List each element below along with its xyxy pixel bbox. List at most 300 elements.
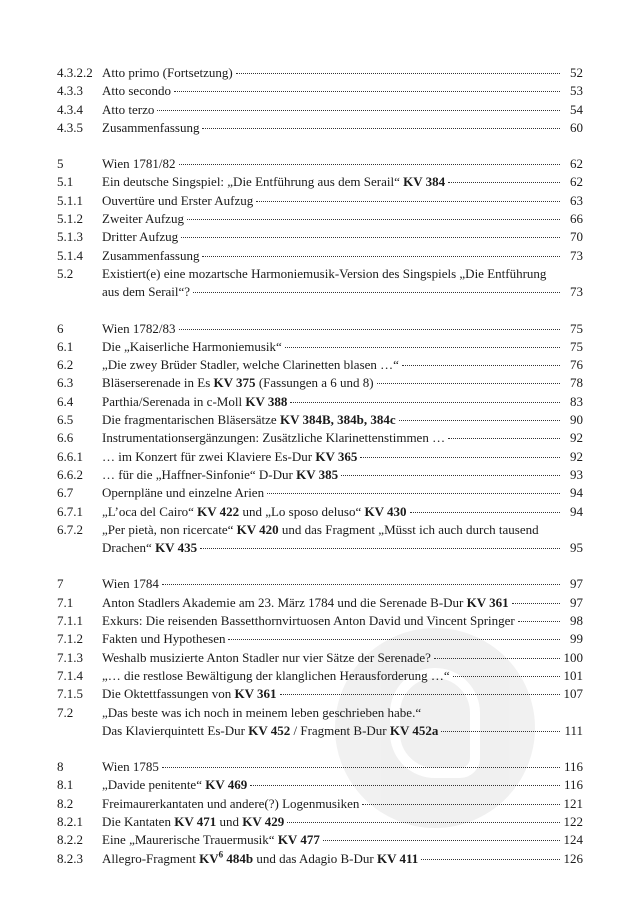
toc-title-part: Atto terzo [102,101,155,117]
toc-entry-body [102,192,583,210]
toc-title-part: KV 375 [213,375,256,391]
dot-leader [290,402,560,403]
toc-page-number: 97 [570,594,583,610]
toc-entry [57,429,583,447]
toc-entry-title [102,448,357,466]
toc-title-part: Ouvertüre und Erster Aufzug [102,192,254,208]
toc-title-part: KV [199,850,219,866]
toc-page-number: 98 [570,613,583,629]
dot-leader [448,182,560,183]
toc-entry-number: 7.1.2 [57,631,83,647]
toc-entry-body [102,320,583,338]
toc-entry-number: 5.1 [57,174,74,190]
toc-title-part: Eine „Maurerische Trauermusik“ [102,832,278,848]
toc-page-number: 60 [570,119,583,135]
toc-entry-body [102,484,583,502]
toc-page-number: 100 [563,649,583,665]
toc-page-number: 107 [563,686,583,702]
toc-page-number: 62 [570,156,583,172]
toc-section [57,320,583,558]
toc-entry-body [102,247,583,265]
toc-entry-title [102,210,184,228]
toc-title-part: Opernpläne und einzelne Arien [102,485,265,501]
toc-entry-title [102,612,515,630]
toc-entry-body [102,448,583,466]
toc-entry-title [102,503,407,521]
toc-entry-body [102,411,583,429]
toc-entry-number: 8 [57,759,64,775]
toc-entry-title [102,101,154,119]
toc-entry-title [102,173,445,191]
toc-title-part: Exkurs: Die reisenden Bassetthornvirtuosen Anton David und Vincent Springer [102,613,515,629]
dot-leader [280,694,560,695]
toc-title-part: KV 365 [315,448,358,464]
toc-entry-title [102,283,190,301]
dot-leader [399,420,560,421]
dot-leader [236,73,560,74]
toc-title-part: KV 385 [296,466,339,482]
toc-title-part: Anton Stadlers Akademie am 23. März 1784 und die Serenade B-Dur [102,594,467,610]
toc-title-part: Zusammenfassung [102,119,200,135]
toc-title-part: und das Fragment „Müsst ich auch durch tausend [278,521,539,537]
toc-entry-title [102,722,438,740]
toc-entry-title [102,411,396,429]
toc-entry [57,173,583,191]
toc-entry-number: 4.3.3 [57,83,83,99]
toc-entry [57,247,583,265]
toc-entry-title-line: Existiert(e) eine mozartsche Harmoniemusik-Version des Singspiels „Die Entführung [102,265,547,281]
dot-leader [202,128,560,129]
toc-title-part: Atto secondo [102,83,171,99]
toc-title-part: Ein deutsche Singspiel: „Die Entführung aus dem Serail“ [102,174,404,190]
toc-entry [57,575,583,593]
dot-leader [512,603,560,604]
toc-entry-title [102,484,264,502]
toc-title-part: 6 [218,849,224,860]
dot-leader [441,731,560,732]
toc-entry-title [102,320,176,338]
toc-entry-body [102,119,583,137]
toc-entry-title [102,850,418,868]
toc-entry-body [102,82,583,100]
toc-entry-body [102,795,583,813]
toc-section [57,155,583,301]
toc-title-part: … für die „Haffner-Sinfonie“ D-Dur [102,466,297,482]
toc-entry-number: 7.1.4 [57,667,83,683]
toc-entry [57,356,583,374]
toc-page-number: 78 [570,375,583,391]
toc-entry [57,776,583,794]
toc-entry-number: 6.4 [57,393,74,409]
toc-page-number: 121 [563,795,583,811]
toc-entry-title [102,758,159,776]
toc-entry [57,228,583,246]
toc-entry-body [102,704,583,741]
toc-title-part: Zusammenfassung [102,247,200,263]
toc-entry-number: 6.7 [57,485,74,501]
toc-entry-number: 6.7.2 [57,521,83,537]
dot-leader [410,512,561,513]
toc-title-part: Atto primo (Fortsetzung) [102,65,233,80]
toc-page-number: 93 [570,466,583,482]
toc-entry [57,503,583,521]
toc-title-part: KV 429 [242,813,285,829]
dot-leader [377,383,560,384]
toc-page-number: 63 [570,192,583,208]
dot-leader [193,292,560,293]
toc-page-number: 116 [563,759,583,775]
toc-entry-title [102,393,287,411]
toc-entry-number: 6.6.1 [57,448,83,464]
dot-leader [434,658,560,659]
toc-entry-title [102,649,431,667]
toc-entry [57,155,583,173]
toc-page-number: 94 [570,503,583,519]
dot-leader [362,804,560,805]
toc-entry-number: 6.1 [57,338,74,354]
dot-leader [187,219,560,220]
toc-page-number: 83 [570,393,583,409]
toc-entry-number: 4.3.5 [57,119,83,135]
toc-title-part: Wien 1781/82 [102,156,176,172]
toc-entry [57,630,583,648]
toc-page-number: 92 [570,448,583,464]
toc-entry-title [102,575,159,593]
toc-entry-number: 8.2.1 [57,813,83,829]
toc-title-part: Parthia/Serenada in c-Moll [102,393,246,409]
toc-entry-title-line: „Das beste was ich noch in meinem leben geschrieben habe.“ [102,704,422,720]
toc-page-number: 116 [563,777,583,793]
toc-entry-number: 8.2.2 [57,832,83,848]
toc-entry-title [102,685,277,703]
toc-page-number: 126 [563,850,583,866]
toc-entry-title [102,795,359,813]
toc-entry-number: 6.3 [57,375,74,391]
toc-title-part: „L’oca del Cairo“ [102,503,198,519]
dot-leader [228,639,560,640]
toc-entry-number: 5 [57,156,64,172]
toc-page-number: 94 [570,485,583,501]
toc-title-part: … im Konzert für zwei Klaviere Es-Dur [102,448,316,464]
toc-entry [57,265,583,302]
toc-title-part: Dritter Aufzug [102,229,179,245]
toc-entry-title [102,813,284,831]
toc-entry [57,813,583,831]
toc-entry-number: 7.1.1 [57,613,83,629]
toc-entry-body [102,831,583,849]
toc-entry [57,101,583,119]
toc-entry [57,210,583,228]
toc-entry [57,64,583,82]
toc-entry [57,758,583,776]
toc-entry [57,393,583,411]
toc-entry [57,850,583,868]
toc-title-part: Wien 1784 [102,576,159,592]
toc-entry [57,594,583,612]
toc-entry-number: 5.1.4 [57,247,83,263]
toc-page-number: 73 [570,247,583,263]
toc-title-part: KV 435 [155,540,198,556]
toc-entry-body [102,101,583,119]
toc-page-number: 101 [563,667,583,683]
toc-entry-body [102,210,583,228]
toc-title-part: KV 469 [205,777,248,793]
toc-entry [57,831,583,849]
toc-entry-body [102,356,583,374]
dot-leader [421,859,560,860]
toc-page-number: 99 [570,631,583,647]
toc-title-part: / Fragment B-Dur [290,722,390,738]
toc-entry-number: 5.1.3 [57,229,83,245]
toc-title-part: 484b [223,850,254,866]
toc-title-part: „… die restlose Bewältigung der klanglichen Herausforderung …“ [102,667,450,683]
dot-leader [202,256,560,257]
toc-entry-body [102,521,583,558]
toc-title-part: Wien 1782/83 [102,320,176,336]
toc-title-part: KV 411 [376,850,419,866]
toc-title-part: Die „Kaiserliche Harmoniemusik“ [102,338,282,354]
toc-title-part: Wien 1785 [102,759,159,775]
toc-entry-body [102,393,583,411]
toc-entry-number: 7.1.3 [57,649,83,665]
toc-title-part: KV 452 [248,722,291,738]
dot-leader [267,493,560,494]
toc-page-number: 76 [570,357,583,373]
toc-title-part: KV 430 [364,503,407,519]
toc-page-number: 62 [570,174,583,190]
toc-entry-title [102,630,225,648]
toc-page-number: 52 [570,65,583,80]
toc-entry-number: 7.1 [57,594,74,610]
toc-title-part: Fakten und Hypothesen [102,631,226,647]
toc-page-number: 122 [563,813,583,829]
toc-entry-number: 7.2 [57,704,74,720]
toc-title-part: Die Oktettfassungen von [102,686,235,702]
toc-entry-number: 7.1.5 [57,686,83,702]
dot-leader [402,365,560,366]
toc-entry-number: 7 [57,576,64,592]
toc-entry-title [102,356,399,374]
toc-entry-title [102,831,320,849]
toc-page-number: 111 [564,722,583,738]
toc-entry-number: 6.6 [57,430,74,446]
toc-section [57,64,583,137]
toc-title-part: KV 361 [234,686,277,702]
toc-title-part: KV 477 [277,832,320,848]
toc-entry [57,484,583,502]
dot-leader [162,767,560,768]
toc-entry-number: 8.2.3 [57,850,83,866]
toc-entry [57,667,583,685]
toc-page-number: 53 [570,83,583,99]
toc-entry-body [102,758,583,776]
toc-title-part: „Davide penitente“ [102,777,206,793]
toc-entry-body [102,612,583,630]
toc-entry-body [102,776,583,794]
toc-title-part: Allegro-Fragment [102,850,200,866]
toc-page-number: 75 [570,338,583,354]
toc-title-part: KV 388 [245,393,288,409]
toc-entry [57,192,583,210]
dot-leader [285,347,560,348]
toc-title-part: und [216,813,243,829]
toc-title-part: KV 384B, 384b, 384c [279,412,396,428]
dot-leader [518,621,560,622]
dot-leader [360,457,560,458]
toc-title-part: Freimaurerkantaten und andere(?) Logenmusiken [102,795,360,811]
toc-entry-body [102,64,583,82]
toc-entry [57,795,583,813]
toc-entry-title [102,429,445,447]
toc-entry-body [102,667,583,685]
toc-entry [57,411,583,429]
toc-entry-number: 4.3.2.2 [57,65,93,80]
toc-entry [57,521,583,558]
toc-entry-body [102,374,583,392]
table-of-contents [57,64,583,886]
toc-entry-title-line [102,283,583,301]
toc-entry-body [102,228,583,246]
toc-entry-title [102,64,233,82]
toc-entry-title-line [102,521,583,539]
toc-entry-title-line [102,722,583,740]
toc-entry-title [102,466,338,484]
toc-entry [57,704,583,741]
toc-entry-title-line [102,539,583,557]
dot-leader [174,91,560,92]
toc-entry-body [102,265,583,302]
toc-title-part: Das Klavierquintett Es-Dur [102,722,249,738]
toc-entry [57,82,583,100]
dot-leader [256,201,560,202]
toc-page-number: 95 [570,540,583,556]
toc-entry-title [102,539,197,557]
toc-entry-body [102,685,583,703]
toc-title-part: KV 361 [466,594,509,610]
toc-title-part: (Fassungen a 6 und 8) [255,375,374,391]
toc-entry [57,685,583,703]
toc-page-number: 97 [570,576,583,592]
toc-title-part: Zweiter Aufzug [102,211,184,227]
dot-leader [287,822,560,823]
toc-section [57,575,583,740]
dot-leader [200,548,560,549]
toc-title-part: KV 422 [197,503,240,519]
toc-page-number: 75 [570,320,583,336]
toc-entry-body [102,630,583,648]
toc-entry-title [102,192,253,210]
toc-title-part: KV 452a [389,722,439,738]
toc-entry-number: 5.2 [57,265,74,281]
toc-title-part: und das Adagio B-Dur [253,850,377,866]
dot-leader [341,475,560,476]
toc-entry-body [102,338,583,356]
toc-page-number: 66 [570,211,583,227]
toc-title-part: KV 384 [403,174,446,190]
toc-entry-body [102,503,583,521]
dot-leader [157,110,560,111]
toc-entry-body [102,429,583,447]
toc-entry [57,466,583,484]
toc-title-part: Bläserserenade in Es [102,375,214,391]
toc-entry-number: 6.6.2 [57,466,83,482]
toc-page-number: 54 [570,101,583,117]
dot-leader [250,785,560,786]
toc-title-part: und „Lo sposo deluso“ [239,503,365,519]
toc-entry [57,338,583,356]
toc-entry-body [102,575,583,593]
toc-entry [57,649,583,667]
toc-title-part: Die Kantaten [102,813,175,829]
toc-title-part: Die fragmentarischen Bläsersätze [102,412,280,428]
toc-title-part: „Die zwey Brüder Stadler, welche Clarinetten blasen …“ [102,357,399,373]
toc-entry [57,374,583,392]
toc-title-part: Weshalb musizierte Anton Stadler nur vier Sätze der Serenade? [102,649,431,665]
toc-title-part: Instrumentationsergänzungen: Zusätzliche Klarinettenstimmen … [102,430,446,446]
toc-entry-body [102,466,583,484]
toc-entry-title [102,667,450,685]
toc-title-part: KV 471 [174,813,217,829]
toc-entry-body [102,594,583,612]
toc-entry-number: 6.7.1 [57,503,83,519]
toc-title-part: KV 420 [236,521,279,537]
toc-title-part: „Per pietà, non ricercate“ [102,521,237,537]
toc-page-number: 92 [570,430,583,446]
toc-entry-title [102,82,171,100]
toc-entry-title [102,338,282,356]
toc-page-number: 90 [570,412,583,428]
toc-entry-title [102,776,247,794]
toc-entry-body [102,649,583,667]
dot-leader [181,237,560,238]
toc-entry [57,320,583,338]
toc-entry-title [102,119,199,137]
toc-page-number: 124 [563,832,583,848]
dot-leader [162,584,560,585]
toc-entry [57,448,583,466]
toc-entry-title [102,155,176,173]
toc-entry-title [102,228,178,246]
toc-page-number: 73 [570,284,583,300]
toc-entry-body [102,173,583,191]
toc-entry-number: 8.2 [57,795,74,811]
toc-entry-body [102,813,583,831]
toc-entry-number: 6 [57,320,64,336]
toc-entry-number: 5.1.1 [57,192,83,208]
toc-section [57,758,583,868]
toc-page-number: 70 [570,229,583,245]
toc-entry [57,119,583,137]
toc-entry-title [102,374,374,392]
dot-leader [323,840,560,841]
toc-entry-number: 5.1.2 [57,211,83,227]
dot-leader [448,438,560,439]
toc-entry-number: 6.2 [57,357,74,373]
dot-leader [179,329,561,330]
dot-leader [179,164,561,165]
toc-entry-body [102,850,583,868]
toc-title-part: Drachen“ [102,540,156,556]
toc-entry-number: 8.1 [57,777,74,793]
dot-leader [453,676,560,677]
toc-entry [57,612,583,630]
toc-entry-body [102,155,583,173]
toc-entry-number: 4.3.4 [57,101,83,117]
toc-entry-title [102,247,199,265]
toc-title-part: aus dem Serail“? [102,284,191,300]
toc-entry-title [102,594,509,612]
toc-entry-number: 6.5 [57,412,74,428]
